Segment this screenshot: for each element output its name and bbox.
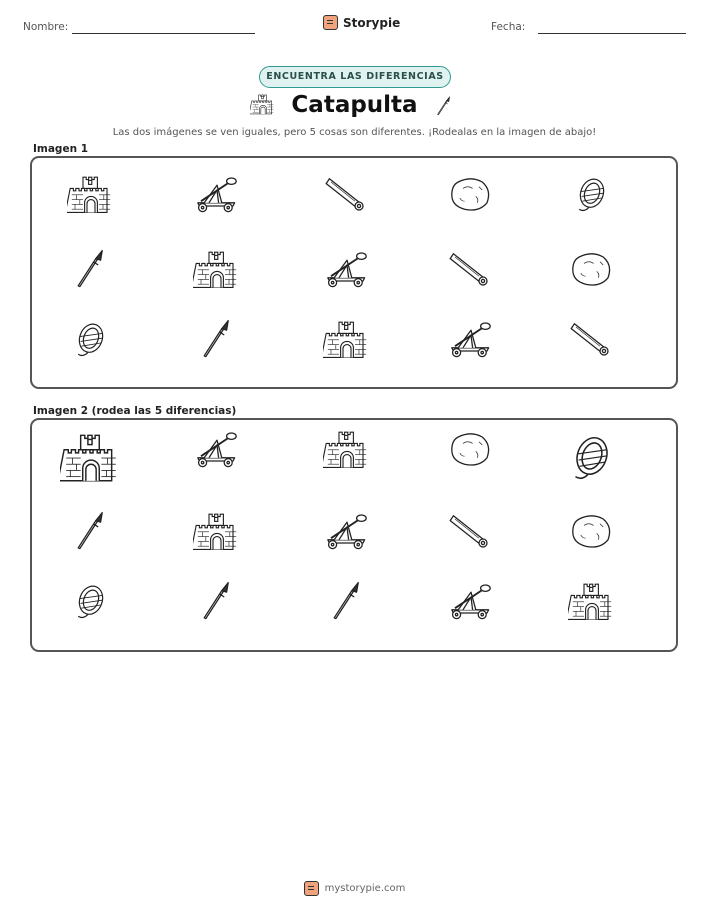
page-title: Catapulta <box>291 92 418 118</box>
brand-logo <box>323 15 400 30</box>
rock-icon <box>447 173 495 215</box>
rope-icon[interactable] <box>67 580 115 622</box>
catapult-icon <box>193 173 241 215</box>
spear-icon[interactable] <box>67 510 115 552</box>
catapult-icon[interactable] <box>193 428 241 470</box>
log-icon <box>568 318 616 360</box>
rope-icon <box>568 173 616 215</box>
date-label: Fecha: <box>491 21 526 33</box>
rope-icon <box>67 318 115 360</box>
log-icon[interactable] <box>447 510 495 552</box>
catapult-icon <box>447 318 495 360</box>
spear-icon <box>193 318 241 360</box>
catapult-icon <box>323 248 371 290</box>
log-icon <box>447 248 495 290</box>
storypie-logo-icon <box>304 881 319 896</box>
panel-2-label: Imagen 2 (rodea las 5 diferencias) <box>33 405 237 417</box>
spear-icon[interactable] <box>323 580 371 622</box>
footer <box>0 881 709 896</box>
rock-icon <box>568 248 616 290</box>
castle-icon[interactable] <box>323 428 371 470</box>
castle-icon[interactable] <box>568 580 616 622</box>
image-1-panel <box>30 156 678 389</box>
rock-icon[interactable] <box>447 428 495 470</box>
activity-badge: ENCUENTRA LAS DIFERENCIAS <box>259 66 451 88</box>
rope-icon[interactable] <box>561 426 623 488</box>
spear-icon <box>67 248 115 290</box>
storypie-logo-icon <box>323 15 338 30</box>
image-2-panel[interactable] <box>30 418 678 652</box>
catapult-icon[interactable] <box>323 510 371 552</box>
instructions: Las dos imágenes se ven iguales, pero 5 cosas son diferentes. ¡Rodealas en la imagen de abajo! <box>112 127 597 138</box>
brand-name: Storypie <box>343 15 401 30</box>
catapult-icon[interactable] <box>447 580 495 622</box>
rock-icon[interactable] <box>568 510 616 552</box>
log-icon <box>323 173 371 215</box>
name-field[interactable] <box>72 33 255 34</box>
spear-icon[interactable] <box>193 580 241 622</box>
spear-icon <box>432 92 456 120</box>
castle-icon[interactable] <box>60 429 122 485</box>
castle-icon <box>323 318 371 360</box>
castle-icon <box>193 248 241 290</box>
castle-icon <box>67 173 115 215</box>
panel-1-label: Imagen 1 <box>33 143 89 155</box>
date-field[interactable] <box>538 33 686 34</box>
footer-url: mystorypie.com <box>324 883 406 894</box>
name-label: Nombre: <box>23 21 69 33</box>
castle-icon[interactable] <box>193 510 241 552</box>
